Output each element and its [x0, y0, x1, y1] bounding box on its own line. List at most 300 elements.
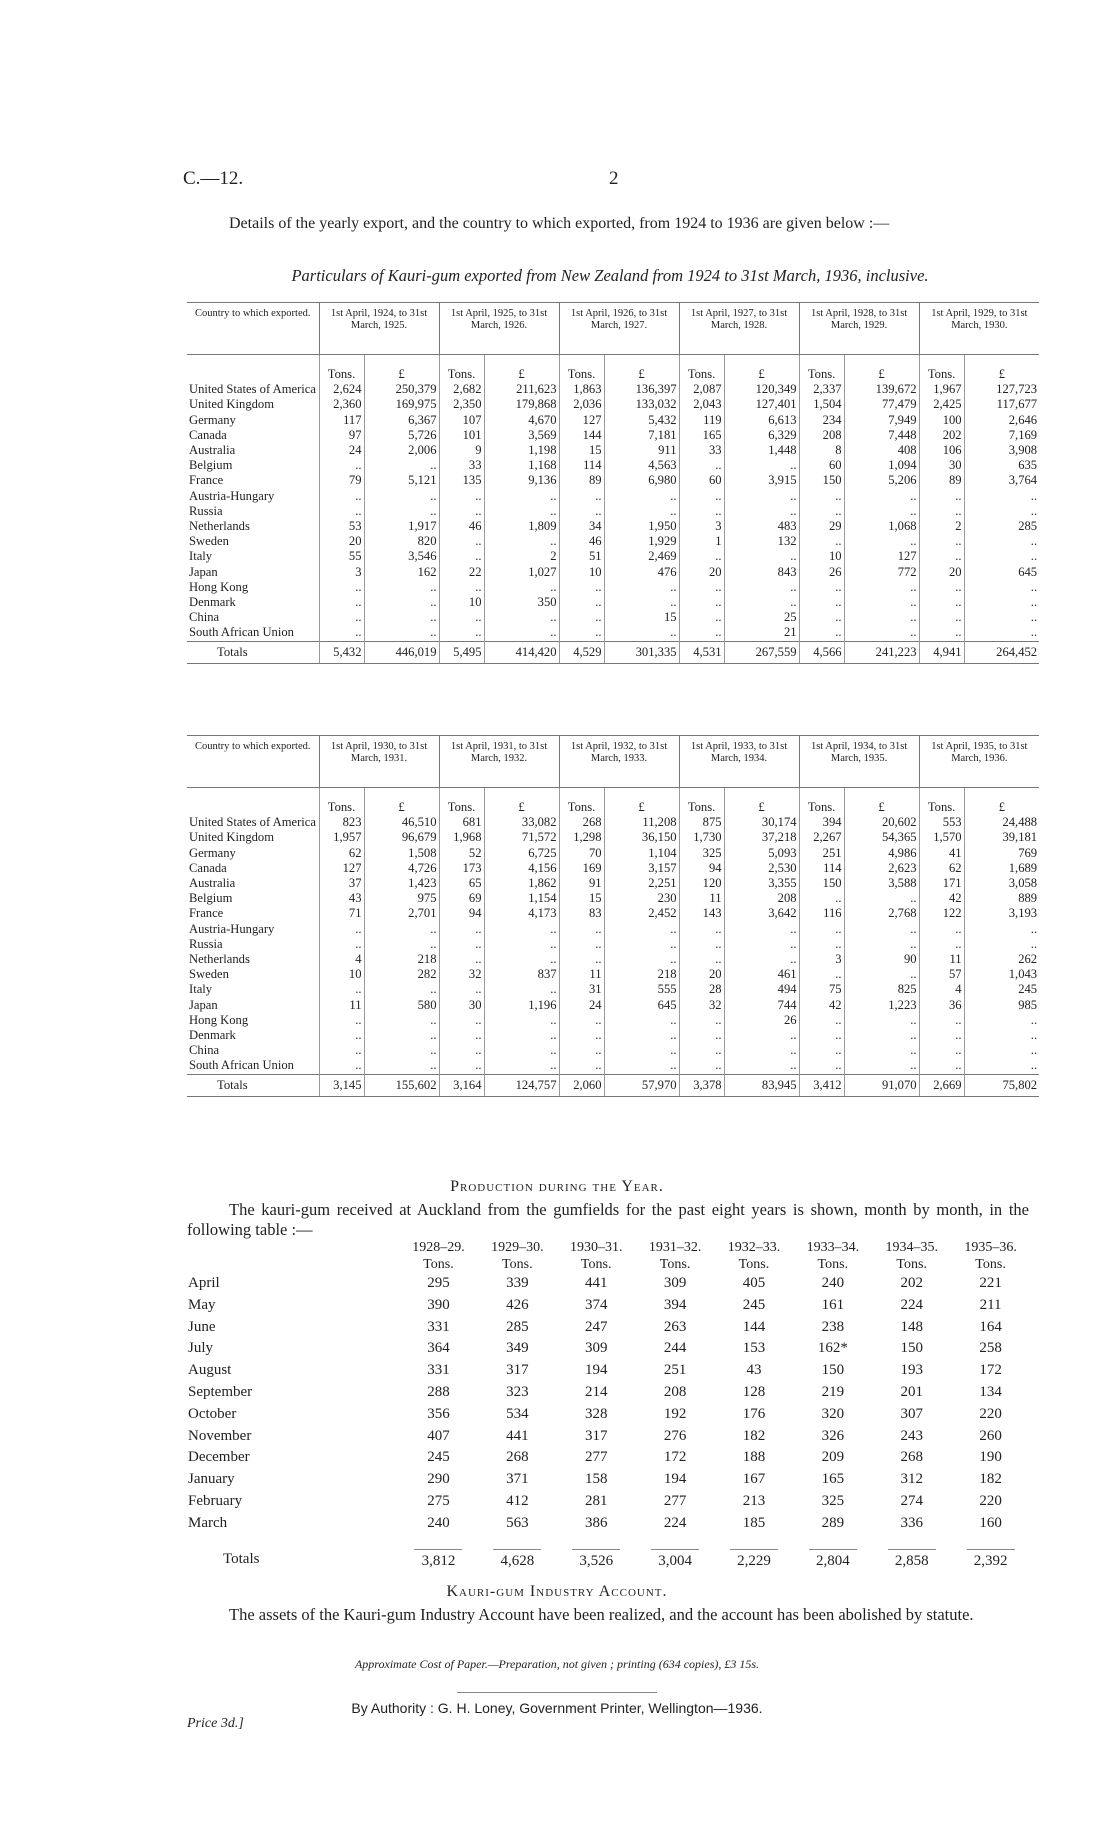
table-cell: 2,267	[799, 830, 844, 845]
table-cell: ..	[679, 1043, 724, 1058]
table-cell: 135	[439, 473, 484, 488]
table-cell: 1	[679, 534, 724, 549]
table-cell: ..	[604, 1013, 679, 1028]
table-cell: ..	[679, 489, 724, 504]
production-cell: 276	[663, 1427, 687, 1444]
production-row	[187, 1382, 1030, 1404]
table-row	[187, 549, 1039, 564]
table-row	[187, 861, 1039, 876]
table-cell: 744	[724, 998, 799, 1013]
production-total-cell	[636, 1535, 715, 1573]
country-name: Hong Kong	[189, 1012, 249, 1027]
production-cell: 441	[506, 1427, 529, 1444]
table-cell: 245	[964, 982, 1039, 997]
table-cell: 875	[679, 815, 724, 830]
table-cell: 26	[799, 565, 844, 580]
table-cell: 2,087	[679, 382, 724, 397]
unit-label: £	[604, 788, 679, 816]
table-cell: 91	[559, 876, 604, 891]
table-cell: ..	[439, 1028, 484, 1043]
table-cell: ..	[844, 922, 919, 937]
table-cell: 4,156	[484, 861, 559, 876]
period-column-header: 1st April, 1926, to 31st March, 1927.	[559, 303, 679, 355]
totals-cell: 57,970	[604, 1074, 679, 1096]
table-cell: 218	[364, 952, 439, 967]
table-cell: 772	[844, 565, 919, 580]
table-cell: 11	[919, 952, 964, 967]
table-row	[187, 846, 1039, 861]
table-cell: 116	[799, 906, 844, 921]
export-header-row	[187, 736, 1039, 788]
production-cell: 288	[427, 1383, 450, 1400]
unit-header: Tons.	[659, 1257, 691, 1272]
unit-label: £	[724, 788, 799, 816]
month-name: August	[188, 1362, 232, 1379]
unit-label: Tons.	[919, 355, 964, 383]
table-cell: 119	[679, 413, 724, 428]
table-cell: ..	[559, 1058, 604, 1074]
production-cell: 172	[979, 1362, 1002, 1379]
table-row	[187, 595, 1039, 610]
table-cell: ..	[604, 504, 679, 519]
production-cell: 328	[584, 1405, 608, 1422]
production-cell: 356	[427, 1405, 450, 1422]
unit-label: Tons.	[559, 788, 604, 816]
table-cell: ..	[484, 937, 559, 952]
table-cell: ..	[364, 610, 439, 625]
account-title: Kauri-gum Industry Account.	[446, 1583, 668, 1600]
production-cell: 274	[900, 1492, 923, 1509]
country-name: Italy	[189, 549, 213, 564]
table-cell: 132	[724, 534, 799, 549]
export-table-1924-1930	[187, 302, 1039, 664]
production-cell: 394	[663, 1296, 687, 1313]
table-cell: 2,036	[559, 397, 604, 412]
table-row	[187, 906, 1039, 921]
table-row	[187, 443, 1039, 458]
production-cell: 221	[979, 1275, 1002, 1291]
table-cell: 25	[724, 610, 799, 625]
table-cell: 2,682	[439, 382, 484, 397]
unit-label: Tons.	[799, 355, 844, 383]
production-totals-row	[187, 1535, 1030, 1573]
production-cell: 374	[584, 1296, 608, 1313]
production-cell: 325	[821, 1492, 845, 1509]
production-cell: 192	[663, 1405, 687, 1422]
table-cell: 7,448	[844, 428, 919, 443]
table-cell: 483	[724, 519, 799, 534]
table-cell: 208	[799, 428, 844, 443]
production-cell: 320	[821, 1405, 845, 1422]
table-cell: 39,181	[964, 830, 1039, 845]
table-cell: 2,530	[724, 861, 799, 876]
table-cell: ..	[604, 1028, 679, 1043]
table-cell: ..	[484, 580, 559, 595]
table-cell: ..	[439, 937, 484, 952]
table-cell: ..	[439, 1058, 484, 1074]
table-cell: 1,094	[844, 458, 919, 473]
production-cell: 277	[663, 1492, 687, 1509]
table-cell: ..	[604, 937, 679, 952]
table-cell: 8	[799, 443, 844, 458]
country-name: Canada	[189, 860, 227, 875]
table-cell: 3,642	[724, 906, 799, 921]
table-cell: ..	[484, 922, 559, 937]
table-row	[187, 534, 1039, 549]
unit-label: £	[844, 788, 919, 816]
table-cell: 100	[919, 413, 964, 428]
table-cell: 10	[439, 595, 484, 610]
production-cell: 172	[663, 1449, 687, 1466]
table-cell: 553	[919, 815, 964, 830]
country-name: United Kingdom	[189, 830, 275, 845]
table-cell: 54,365	[844, 830, 919, 845]
table-cell: ..	[799, 967, 844, 982]
country-name: Sweden	[189, 534, 229, 549]
table-cell: 1,917	[364, 519, 439, 534]
table-cell: 5,726	[364, 428, 439, 443]
table-cell: ..	[799, 891, 844, 906]
table-cell: ..	[319, 982, 364, 997]
production-cell: 43	[746, 1362, 762, 1379]
production-cell: 244	[663, 1340, 687, 1357]
unit-label: £	[364, 355, 439, 383]
table-cell: 7,169	[964, 428, 1039, 443]
production-total-value: 2,392	[967, 1549, 1015, 1572]
table-cell: 3,915	[724, 473, 799, 488]
page-number: 2	[609, 168, 619, 189]
table-cell: 3,355	[724, 876, 799, 891]
table-cell: ..	[919, 625, 964, 641]
table-cell: ..	[319, 504, 364, 519]
country-column-header: Country to which exported.	[187, 303, 319, 355]
month-name: January	[188, 1471, 235, 1488]
table-cell: 24	[319, 443, 364, 458]
table-cell: ..	[364, 458, 439, 473]
country-name: Germany	[189, 845, 236, 860]
table-row	[187, 891, 1039, 906]
totals-cell: 3,164	[439, 1074, 484, 1096]
production-cell: 167	[742, 1471, 766, 1488]
period-column-header: 1st April, 1933, to 31st March, 1934.	[679, 736, 799, 788]
production-total-value: 3,526	[572, 1549, 620, 1572]
table-cell: 26	[724, 1013, 799, 1028]
unit-label: Tons.	[319, 355, 364, 383]
table-cell: 1,929	[604, 534, 679, 549]
table-cell: 843	[724, 565, 799, 580]
totals-cell: 5,432	[319, 641, 364, 663]
table-row	[187, 815, 1039, 830]
table-cell: ..	[439, 922, 484, 937]
table-cell: 823	[319, 815, 364, 830]
account-paragraph: The assets of the Kauri-gum Industry Account have been realized, and the account has been abolished by statute.	[229, 1605, 974, 1624]
table-cell: ..	[919, 504, 964, 519]
table-cell: 94	[439, 906, 484, 921]
table-cell: 6,367	[364, 413, 439, 428]
table-cell: 15	[559, 891, 604, 906]
production-cell: 336	[900, 1514, 923, 1531]
country-name: Russia	[189, 936, 223, 951]
table-cell: 825	[844, 982, 919, 997]
totals-cell: 155,602	[364, 1074, 439, 1096]
table-cell: 10	[559, 565, 604, 580]
table-cell: 580	[364, 998, 439, 1013]
table-cell: 262	[964, 952, 1039, 967]
table-cell: ..	[439, 580, 484, 595]
country-name: Australia	[189, 876, 236, 891]
production-cell: 243	[900, 1427, 923, 1444]
table-cell: 408	[844, 443, 919, 458]
table-cell: ..	[484, 625, 559, 641]
production-total-cell	[478, 1535, 557, 1573]
footer-rule	[457, 1692, 657, 1693]
production-cell: 194	[663, 1471, 687, 1488]
table-cell: 2,452	[604, 906, 679, 921]
production-cell: 240	[821, 1275, 845, 1291]
table-cell: 90	[844, 952, 919, 967]
table-cell: ..	[964, 1043, 1039, 1058]
country-name: Austria-Hungary	[189, 488, 275, 503]
table-cell: 55	[319, 549, 364, 564]
country-name: Japan	[189, 997, 218, 1012]
production-cell: 158	[584, 1471, 608, 1488]
table-cell: 11	[559, 967, 604, 982]
table-cell: ..	[679, 610, 724, 625]
table-cell: ..	[559, 489, 604, 504]
table-cell: 250,379	[364, 382, 439, 397]
table-cell: 3	[679, 519, 724, 534]
totals-cell: 75,802	[964, 1074, 1039, 1096]
table-cell: 1,223	[844, 998, 919, 1013]
table-cell: 208	[724, 891, 799, 906]
period-column-header: 1st April, 1935, to 31st March, 1936.	[919, 736, 1039, 788]
table-cell: ..	[679, 1058, 724, 1074]
table-cell: 1,154	[484, 891, 559, 906]
unit-header: Tons.	[896, 1257, 927, 1272]
table-cell: 2,768	[844, 906, 919, 921]
table-cell: ..	[799, 1058, 844, 1074]
table-cell: 9	[439, 443, 484, 458]
table-cell: 1,027	[484, 565, 559, 580]
table-cell: 20	[679, 565, 724, 580]
table-cell: ..	[799, 1028, 844, 1043]
table-cell: ..	[679, 937, 724, 952]
country-name: Hong Kong	[189, 579, 249, 594]
table-cell: ..	[844, 580, 919, 595]
table-cell: 11	[319, 998, 364, 1013]
table-cell: ..	[844, 504, 919, 519]
table-cell: 29	[799, 519, 844, 534]
table-cell: 282	[364, 967, 439, 982]
table-cell: ..	[844, 1043, 919, 1058]
table-cell: ..	[559, 922, 604, 937]
table-cell: 268	[559, 815, 604, 830]
table-cell: 31	[559, 982, 604, 997]
table-cell: 555	[604, 982, 679, 997]
unit-label: Tons.	[919, 788, 964, 816]
production-cell: 193	[900, 1362, 923, 1379]
table-cell: 122	[919, 906, 964, 921]
production-cell: 220	[979, 1405, 1002, 1422]
production-cell: 190	[979, 1449, 1002, 1466]
table-cell: ..	[724, 1043, 799, 1058]
production-cell: 331	[427, 1362, 450, 1379]
table-cell: ..	[319, 937, 364, 952]
table-cell: ..	[799, 595, 844, 610]
table-cell: ..	[679, 580, 724, 595]
totals-cell: 446,019	[364, 641, 439, 663]
table-row	[187, 519, 1039, 534]
table-cell: 41	[919, 846, 964, 861]
production-cell: 268	[900, 1449, 923, 1466]
table-cell: ..	[364, 489, 439, 504]
table-cell: ..	[919, 1013, 964, 1028]
table-cell: 5,093	[724, 846, 799, 861]
table-cell: ..	[844, 625, 919, 641]
country-name: Australia	[189, 443, 236, 458]
table-cell: ..	[964, 504, 1039, 519]
table-cell: 117,677	[964, 397, 1039, 412]
table-cell: 89	[559, 473, 604, 488]
table-cell: ..	[484, 504, 559, 519]
table-row	[187, 565, 1039, 580]
table-cell: ..	[364, 1013, 439, 1028]
table-cell: ..	[484, 952, 559, 967]
table-cell: 7,181	[604, 428, 679, 443]
production-cell: 245	[427, 1449, 450, 1466]
table-cell: 127	[319, 861, 364, 876]
table-cell: ..	[919, 937, 964, 952]
table-cell: 3,764	[964, 473, 1039, 488]
table-cell: 15	[559, 443, 604, 458]
production-cell: 317	[584, 1427, 608, 1444]
production-cell: 290	[427, 1471, 450, 1488]
table-cell: 133,032	[604, 397, 679, 412]
production-title: Production during the Year.	[450, 1178, 664, 1195]
production-cell: 289	[821, 1514, 845, 1531]
unit-header: Tons.	[423, 1257, 454, 1272]
table-cell: 1,809	[484, 519, 559, 534]
table-cell: ..	[964, 489, 1039, 504]
table-cell: ..	[364, 504, 439, 519]
table-cell: 1,730	[679, 830, 724, 845]
country-name: Sweden	[189, 967, 229, 982]
production-total-cell	[951, 1535, 1030, 1573]
production-cell: 219	[821, 1383, 845, 1400]
table-cell: ..	[844, 534, 919, 549]
month-name: June	[188, 1318, 216, 1335]
production-row	[187, 1491, 1030, 1513]
table-row	[187, 625, 1039, 641]
country-name: Netherlands	[189, 519, 250, 534]
table-cell: 1,968	[439, 830, 484, 845]
production-cell: 281	[584, 1492, 608, 1509]
table-cell: 251	[799, 846, 844, 861]
production-cell: 412	[506, 1492, 529, 1509]
table-cell: ..	[679, 625, 724, 641]
table-cell: 71	[319, 906, 364, 921]
table-cell: 837	[484, 967, 559, 982]
totals-row	[187, 1074, 1039, 1096]
production-cell: 268	[506, 1449, 529, 1466]
table-row	[187, 458, 1039, 473]
table-cell: 127	[559, 413, 604, 428]
table-cell: 75	[799, 982, 844, 997]
country-name: Denmark	[189, 595, 236, 610]
table-cell: ..	[604, 1043, 679, 1058]
table-cell: ..	[559, 1028, 604, 1043]
production-total-cell	[793, 1535, 872, 1573]
table-cell: ..	[964, 1028, 1039, 1043]
totals-cell: 4,529	[559, 641, 604, 663]
period-column-header: 1st April, 1929, to 31st March, 1930.	[919, 303, 1039, 355]
totals-cell: 301,335	[604, 641, 679, 663]
table-cell: 114	[559, 458, 604, 473]
production-cell: 309	[663, 1275, 687, 1291]
table-cell: 645	[604, 998, 679, 1013]
table-cell: 285	[964, 519, 1039, 534]
table-cell: 4,670	[484, 413, 559, 428]
table-cell: 889	[964, 891, 1039, 906]
table-cell: ..	[844, 1058, 919, 1074]
table-cell: 234	[799, 413, 844, 428]
production-cell: 128	[742, 1383, 766, 1400]
table-cell: ..	[484, 1043, 559, 1058]
year-header: 1932–33.	[727, 1240, 781, 1255]
totals-cell: 4,566	[799, 641, 844, 663]
table-cell: ..	[919, 595, 964, 610]
table-cell: 107	[439, 413, 484, 428]
country-name: Germany	[189, 412, 236, 427]
period-column-header: 1st April, 1934, to 31st March, 1935.	[799, 736, 919, 788]
table-cell: ..	[844, 1028, 919, 1043]
table-cell: 127	[844, 549, 919, 564]
table-cell: 461	[724, 967, 799, 982]
table-cell: ..	[724, 952, 799, 967]
table-cell: 70	[559, 846, 604, 861]
table-cell: 120,349	[724, 382, 799, 397]
production-row	[187, 1317, 1030, 1339]
country-name: France	[189, 473, 224, 488]
table-cell: 202	[919, 428, 964, 443]
production-cell: 275	[427, 1492, 450, 1509]
production-cell: 150	[900, 1340, 923, 1357]
table-cell: 476	[604, 565, 679, 580]
table-cell: ..	[559, 1043, 604, 1058]
production-cell: 331	[427, 1318, 450, 1335]
month-name: July	[188, 1340, 214, 1357]
country-name: Belgium	[189, 891, 233, 906]
table-cell: 37	[319, 876, 364, 891]
table-cell: ..	[964, 625, 1039, 641]
table-cell: 1,504	[799, 397, 844, 412]
table-cell: 120	[679, 876, 724, 891]
table-cell: 96,679	[364, 830, 439, 845]
production-cell: 160	[979, 1514, 1002, 1531]
month-name: October	[188, 1405, 237, 1422]
table-cell: ..	[439, 982, 484, 997]
table-cell: 2,623	[844, 861, 919, 876]
table-cell: 22	[439, 565, 484, 580]
table-cell: 1,196	[484, 998, 559, 1013]
table-cell: 1,967	[919, 382, 964, 397]
table-cell: ..	[559, 595, 604, 610]
totals-cell: 267,559	[724, 641, 799, 663]
table-cell: ..	[844, 937, 919, 952]
table-cell: ..	[844, 595, 919, 610]
unit-label: £	[484, 355, 559, 383]
table-cell: ..	[919, 610, 964, 625]
